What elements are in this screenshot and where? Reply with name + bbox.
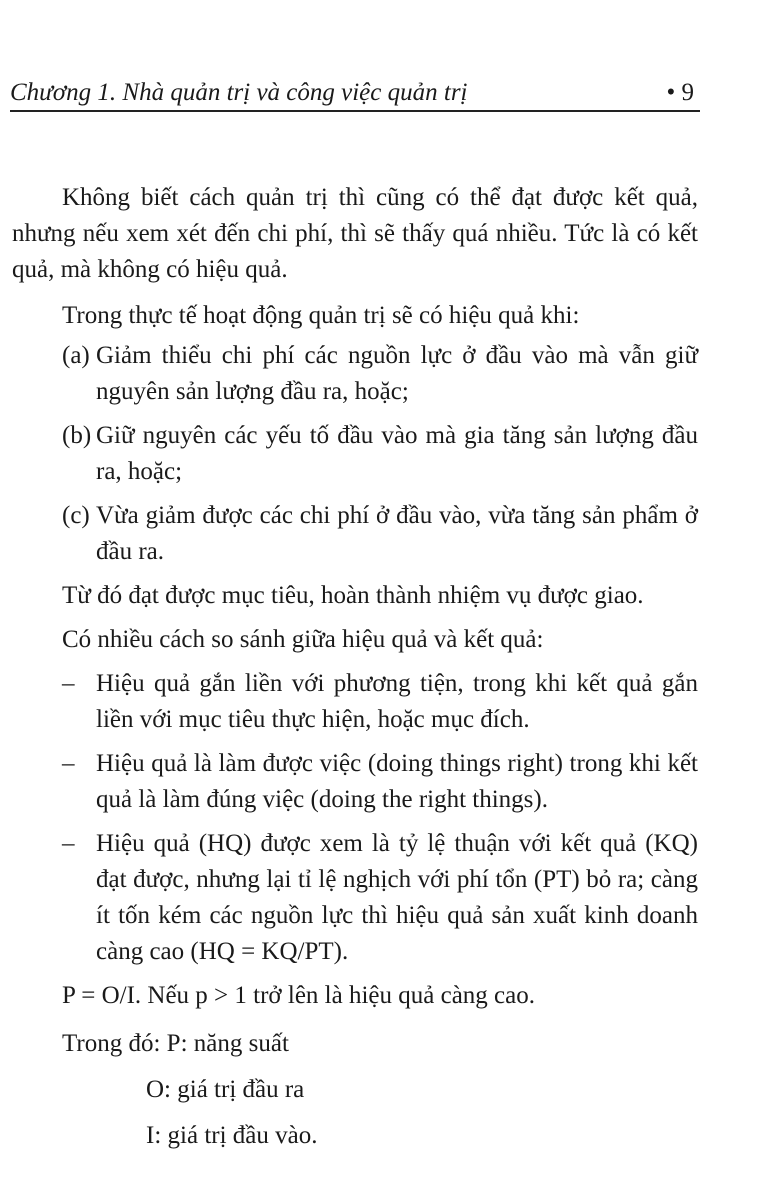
result-line: Từ đó đạt được mục tiêu, hoàn thành nhiệm vụ được giao.: [62, 582, 644, 609]
condition-item: [12, 338, 698, 410]
chapter-title: Chương 1. Nhà quản trị và công việc quản trị: [10, 79, 468, 106]
page-number: • 9: [666, 79, 694, 106]
comparison-text: Hiệu quả là làm được việc (doing things right) trong khi kết quả là làm đúng việc (doing the right things).: [96, 750, 698, 813]
definition-line: [12, 1026, 698, 1062]
formula-line: P = O/I. Nếu p > 1 trở lên là hiệu quả càng cao.: [62, 982, 535, 1009]
dash-marker: –: [62, 750, 75, 777]
efficiency-lead: Trong thực tế hoạt động quản trị sẽ có hiệu quả khi:: [62, 302, 580, 329]
condition-item: [12, 418, 698, 490]
condition-text: Vừa giảm được các chi phí ở đầu vào, vừa tăng sản phẩm ở đầu ra.: [96, 502, 698, 565]
comparison-item: [12, 666, 698, 738]
list-marker: (a): [62, 342, 90, 369]
list-marker: (b): [62, 422, 92, 449]
dash-marker: –: [62, 670, 75, 697]
definition-p: P: năng suất: [166, 1030, 289, 1057]
compare-lead: Có nhiều cách so sánh giữa hiệu quả và kết quả:: [62, 626, 544, 653]
definition-o: O: giá trị đầu ra: [146, 1076, 305, 1103]
condition-item: [12, 498, 698, 570]
list-marker: (c): [62, 502, 90, 529]
comparison-item: [12, 826, 698, 970]
condition-text: Giữ nguyên các yếu tố đầu vào mà gia tăng sản lượng đầu ra, hoặc;: [96, 422, 698, 485]
intro-paragraph: Không biết cách quản trị thì cũng có thể đạt được kết quả, nhưng nếu xem xét đến chi phí, thì sẽ thấy quá nhiều. Tức là có kết quả, mà không có hiệu quả.: [12, 184, 698, 283]
definition-i: I: giá trị đầu vào.: [146, 1122, 318, 1149]
comparison-text: Hiệu quả gắn liền với phương tiện, trong khi kết quả gắn liền với mục tiêu thực hiện, hoặc mục đích.: [96, 670, 698, 733]
dash-marker: –: [62, 830, 75, 857]
page-body: [12, 180, 698, 1164]
comparison-text: Hiệu quả (HQ) được xem là tỷ lệ thuận với kết quả (KQ) đạt được, nhưng lại tỉ lệ nghịch với phí tổn (PT) bỏ ra; càng ít tốn kém các nguồn lực thì hiệu quả sản xuất kinh doanh càng cao (HQ = KQ/PT).: [96, 830, 698, 965]
comparison-item: [12, 746, 698, 818]
condition-text: Giảm thiểu chi phí các nguồn lực ở đầu vào mà vẫn giữ nguyên sản lượng đầu ra, hoặc;: [96, 342, 698, 405]
running-header: [10, 76, 700, 112]
definition-lead: Trong đó:: [62, 1030, 167, 1057]
